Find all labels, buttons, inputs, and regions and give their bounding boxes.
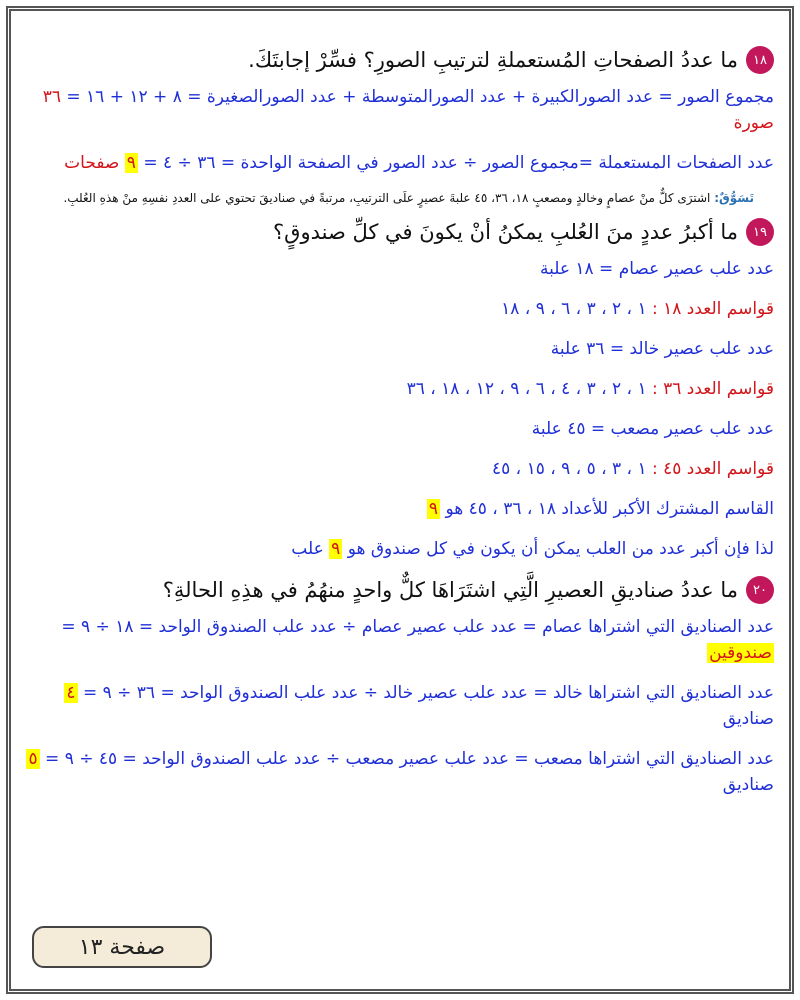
factors-18-line: قواسم العدد ١٨ : ١ ، ٢ ، ٣ ، ٦ ، ٩ ، ١٨ — [501, 299, 774, 319]
essam-count-line: عدد علب عصير عصام = ١٨ علبة — [539, 259, 774, 279]
khaled-count-line: عدد علب عصير خالد = ٣٦ علبة — [550, 339, 774, 359]
worksheet-content — [26, 40, 774, 812]
khaled-boxes-line: عدد الصناديق التي اشتراها خالد = عدد علب عصير خالد ÷ عدد علب الصندوق الواحد = ٣٦ ÷ ٩ = ٤ صناديق — [66, 683, 774, 729]
highlight-answer: ٤ — [66, 683, 76, 703]
question-number-badge: ١٨ — [746, 46, 774, 74]
page-number-label: صفحة ١٣ — [32, 926, 212, 968]
factors-45-line: قواسم العدد ٤٥ : ١ ، ٣ ، ٥ ، ٩ ، ١٥ ، ٤٥ — [492, 459, 774, 479]
question-20 — [26, 576, 774, 604]
highlight-answer: ٥ — [28, 749, 38, 769]
q18-sum-result: ٣٦ صورة — [42, 87, 774, 133]
q18-pages-line: عدد الصفحات المستعملة =مجموع الصور ÷ عدد الصور في الصفحة الواحدة = ٣٦ ÷ ٤ = ٩ صفحات — [64, 153, 774, 173]
shopping-intro — [26, 190, 774, 206]
musab-boxes-line: عدد الصناديق التي اشتراها مصعب = عدد علب عصير مصعب ÷ عدد علب الصندوق الواحد = ٤٥ ÷ ٩ = ٥ صناديق — [28, 749, 774, 795]
highlight-answer: ٩ — [428, 499, 439, 519]
question-19-text: ما أكبرُ عددٍ منَ العُلبِ يمكنُ أنْ يكونَ في كلِّ صندوقٍ؟ — [273, 220, 738, 244]
highlight-answer: ٩ — [126, 153, 136, 173]
essam-boxes-line: عدد الصناديق التي اشتراها عصام = عدد علب عصير عصام ÷ عدد علب الصندوق الواحد = ١٨ ÷ ٩ = صندوقين — [61, 617, 774, 663]
intro-lead: تَسَوُّقٌ: — [714, 191, 754, 205]
question-20-text: ما عددُ صناديقِ العصيرِ الَّتِي اشتَرَاهَا كلٌّ واحدٍ منهُمُ في هذِهِ الحالةِ؟ — [162, 578, 738, 602]
highlight-answer: ٩ — [331, 539, 341, 559]
question-number-badge: ٢٠ — [746, 576, 774, 604]
question-19 — [26, 218, 774, 246]
musab-count-line: عدد علب عصير مصعب = ٤٥ علبة — [531, 419, 774, 439]
question-number-badge: ١٩ — [746, 218, 774, 246]
factors-36-line: قواسم العدد ٣٦ : ١ ، ٢ ، ٣ ، ٤ ، ٦ ، ٩ ، ١٢ ، ١٨ ، ٣٦ — [406, 379, 774, 399]
gcf-line: القاسم المشترك الأكبر للأعداد ١٨ ، ٣٦ ، ٤٥ هو ٩ — [428, 499, 774, 519]
q18-sum-line: مجموع الصور = عدد الصورالكبيرة + عدد الصورالمتوسطة + عدد الصورالصغيرة = ٨ + ١٢ + ١٦ = ٣٦ صورة — [42, 87, 774, 133]
question-18 — [26, 46, 774, 74]
intro-text: اشترَى كلٌّ منْ عصامٍ وخالدٍ ومصعبٍ ١٨، ٣٦، ٤٥ علبةَ عصيرٍ علَى الترتيبِ، مرتبةً في صناديقَ تحتوي على العددِ نفسِهِ منْ هذهِ العُلبِ. — [63, 191, 711, 205]
question-18-text: ما عددُ الصفحاتِ المُستعملةِ لترتيبِ الصورِ؟ فسِّرْ إجابتَكَ. — [248, 48, 738, 72]
q19-answer-line: لذا فإن أكبر عدد من العلب يمكن أن يكون في كل صندوق هو ٩ علب — [291, 539, 774, 559]
highlight-answer: صندوقين — [709, 643, 772, 663]
